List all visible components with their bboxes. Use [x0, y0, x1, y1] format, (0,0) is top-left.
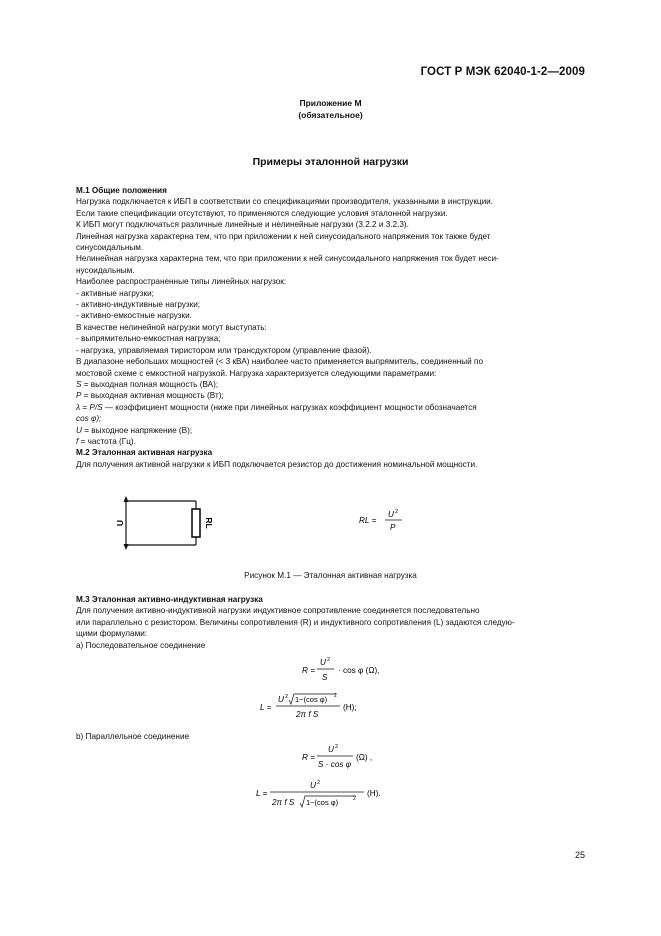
section-m1 [76, 185, 582, 470]
definition-item: cos φ); [76, 414, 102, 424]
definition-item: λ = P/S — коэффициент мощности (ниже при линейных нагрузках коэффициент мощности обозначается [76, 402, 477, 412]
svg-text:R =: R = [302, 666, 315, 675]
formula-parallel-r [300, 742, 420, 774]
svg-text:2π f S: 2π f S [296, 710, 319, 719]
svg-text:2: 2 [327, 657, 331, 663]
list-item: - выпрямительно-емкостная нагрузка; [76, 334, 221, 344]
arrow-down-icon [124, 544, 129, 550]
definition-item: f = частота (Гц). [76, 436, 136, 446]
list-item: b) Параллельное соединение [76, 732, 190, 741]
svg-text:· cos φ (Ω),: · cos φ (Ω), [338, 666, 380, 675]
paragraph: или параллельно с резистором. Величины сопротивления (R) и индуктивного сопротивления (L) задаются следую- [76, 617, 515, 627]
page-title: Примеры эталонной нагрузки [252, 156, 409, 168]
section-m3-b [76, 731, 582, 742]
paragraph: мостовой схеме с емкостной нагрузкой. Нагрузка характеризуется следующими параметрами: [76, 368, 437, 378]
formula-numerator: U [388, 510, 394, 519]
svg-text:2: 2 [334, 693, 337, 699]
formula-rl [355, 506, 415, 536]
definition-item: S = выходная полная мощность (ВА); [76, 379, 219, 389]
paragraph: Нелинейная нагрузка характерна тем, что при приложении к ней синусоидального напряжения ток будет неси- [76, 254, 499, 264]
resistor-symbol [192, 509, 200, 537]
list-item: - активно-емкостные нагрузки. [76, 311, 192, 321]
svg-text:(H).: (H). [367, 789, 381, 798]
formula-lhs: RL = [359, 516, 377, 525]
paragraph: Для получения активной нагрузки к ИБП подключается резистор до достижения номинальной мощности. [76, 459, 478, 469]
svg-text:U: U [320, 658, 326, 667]
load-label: RL [204, 517, 214, 529]
appendix-status: (обязательное) [298, 110, 363, 120]
paragraph: Наиболее распространенные типы линейных нагрузок: [76, 277, 287, 287]
svg-text:(Ω) ,: (Ω) , [356, 753, 373, 762]
formula-exponent: 2 [395, 509, 399, 515]
svg-text:L =: L = [260, 703, 272, 712]
svg-text:2: 2 [353, 796, 356, 802]
svg-text:U: U [310, 781, 316, 790]
svg-text:1−(cos φ): 1−(cos φ) [306, 798, 339, 807]
paragraph: Линейная нагрузка характерна тем, что при приложении к ней синусоидального напряжения ток также будет [76, 231, 491, 241]
svg-text:2: 2 [285, 694, 289, 700]
section-heading: М.3 Эталонная активно-индуктивная нагрузка [76, 595, 263, 604]
svg-text:1−(cos φ): 1−(cos φ) [295, 695, 328, 704]
paragraph: К ИБП могут подключаться различные линейные и нелинейные нагрузки (3.2.2 и 3.2.3). [76, 220, 409, 230]
svg-text:L =: L = [256, 789, 268, 798]
list-item: - активно-индуктивные нагрузки; [76, 300, 201, 310]
voltage-label: U [115, 519, 125, 527]
appendix-heading [0, 97, 661, 121]
list-item: - нагрузка, управляемая тиристором или трансдуктором (управление фазой). [76, 345, 372, 355]
formula-series-l [258, 692, 388, 724]
paragraph: синусоидальным. [76, 243, 144, 253]
appendix-label: Приложение М [299, 98, 362, 108]
formula-series-r [300, 655, 420, 687]
svg-text:S · cos φ: S · cos φ [318, 760, 352, 769]
section-m3 [76, 594, 582, 651]
svg-text:2: 2 [317, 780, 321, 786]
paragraph: Для получения активно-индуктивной нагрузки индуктивное сопротивление соединяется последовательно [76, 606, 480, 616]
document-header: ГОСТ Р МЭК 62040-1-2—2009 [420, 66, 585, 78]
section-heading: М.1 Общие положения [76, 186, 167, 195]
formula-parallel-l [254, 778, 394, 812]
svg-text:(H);: (H); [343, 703, 357, 712]
formula-denominator: P [390, 523, 396, 532]
paragraph: В диапазоне небольших мощностей (< 3 кВА) наиболее часто применяется выпрямитель, соединенный по [76, 357, 483, 367]
paragraph: щими формулами: [76, 629, 148, 639]
svg-text:U: U [278, 695, 284, 704]
svg-text:U: U [328, 745, 334, 754]
arrow-up-icon [124, 496, 129, 502]
definition-item: P = выходная активная мощность (Вт); [76, 391, 224, 401]
svg-text:R =: R = [302, 753, 315, 762]
list-item: а) Последовательное соединение [76, 640, 206, 650]
svg-text:2: 2 [335, 744, 339, 750]
svg-text:S: S [322, 673, 328, 682]
circuit-diagram [110, 495, 220, 551]
section-heading: М.2 Эталонная активная нагрузка [76, 448, 213, 458]
page-number: 25 [574, 850, 585, 860]
paragraph: В качестве нелинейной нагрузки могут выступать: [76, 322, 267, 332]
figure-caption: Рисунок М.1 — Эталонная активная нагрузка [244, 571, 417, 580]
paragraph: Если такие спецификации отсутствуют, то применяются следующие условия эталонной нагрузки. [76, 208, 448, 218]
paragraph: нусоидальным. [76, 265, 135, 275]
list-item: - активные нагрузки; [76, 288, 154, 298]
svg-text:2π f S: 2π f S [272, 798, 295, 807]
paragraph: Нагрузка подключается к ИБП в соответствии со спецификациями производителя, указанными в инструкции. [76, 197, 494, 207]
definition-item: U = выходное напряжение (В); [76, 425, 193, 435]
